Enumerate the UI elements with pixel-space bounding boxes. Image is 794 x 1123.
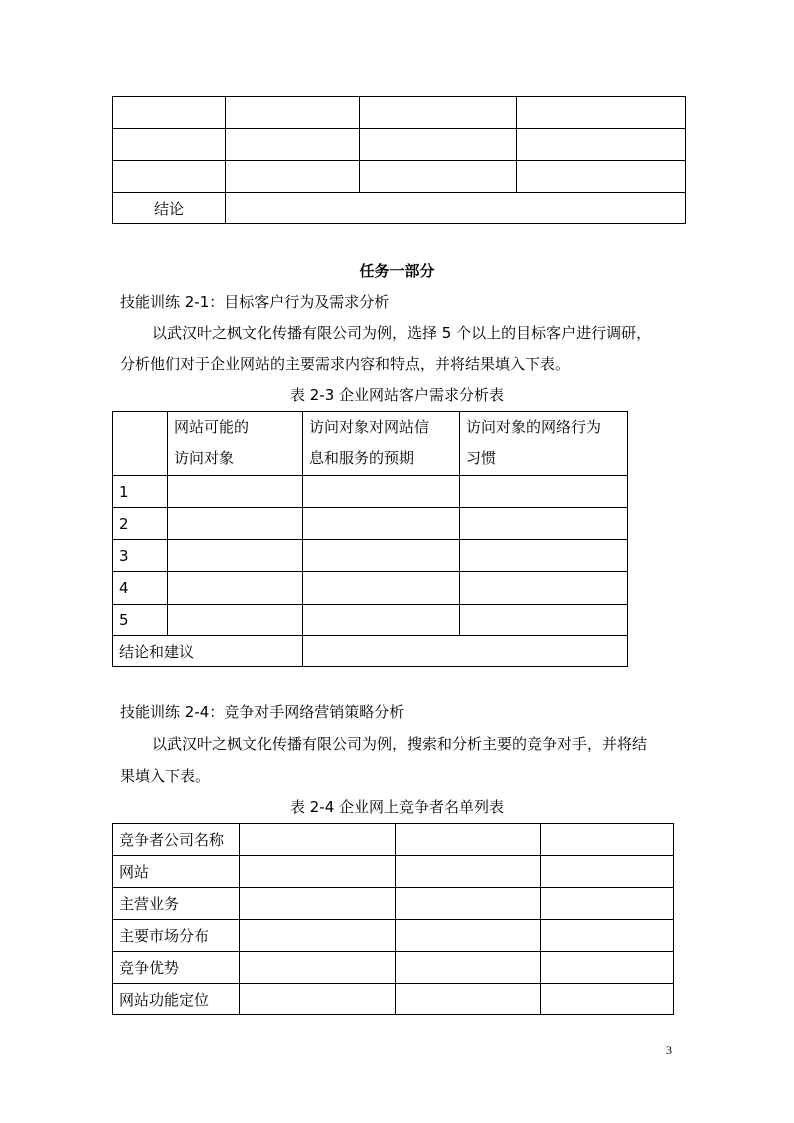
table-cell bbox=[460, 540, 628, 572]
row-number: 5 bbox=[113, 605, 168, 636]
row-number: 4 bbox=[113, 572, 168, 605]
table-cell bbox=[240, 920, 396, 952]
header-behavior: 访问对象的网络行为 习惯 bbox=[460, 412, 628, 476]
table-cell bbox=[240, 856, 396, 888]
footer-label: 结论和建议 bbox=[113, 636, 303, 667]
row-label: 竞争者公司名称 bbox=[113, 824, 240, 856]
table-cell bbox=[396, 952, 541, 984]
table-cell bbox=[517, 97, 686, 129]
header-expectation: 访问对象对网站信 息和服务的预期 bbox=[303, 412, 460, 476]
table-cell bbox=[517, 161, 686, 193]
table-cell bbox=[541, 824, 674, 856]
table-cell bbox=[168, 476, 303, 508]
table-cell bbox=[541, 952, 674, 984]
table-cell bbox=[226, 97, 360, 129]
table-cell bbox=[396, 888, 541, 920]
table-cell bbox=[226, 161, 360, 193]
row-number: 2 bbox=[113, 508, 168, 540]
task-2-4-paragraph-line1: 以武汉叶之枫文化传播有限公司为例，搜索和分析主要的竞争对手，并将结 bbox=[152, 735, 648, 753]
table-cell bbox=[360, 97, 517, 129]
row-label: 主要市场分布 bbox=[113, 920, 240, 952]
header-empty-cell bbox=[113, 412, 168, 476]
top-table bbox=[112, 96, 686, 224]
table-cell bbox=[541, 920, 674, 952]
table-cell bbox=[303, 605, 460, 636]
header-visitor: 网站可能的 访问对象 bbox=[168, 412, 303, 476]
task-2-1-paragraph-line2: 分析他们对于企业网站的主要需求内容和特点，并将结果填入下表。 bbox=[120, 355, 571, 373]
table-cell bbox=[168, 605, 303, 636]
table-cell bbox=[168, 572, 303, 605]
table-cell bbox=[460, 605, 628, 636]
task-2-4-paragraph-line2: 果填入下表。 bbox=[120, 767, 211, 785]
table-cell bbox=[396, 984, 541, 1015]
task-2-1-paragraph-line1: 以武汉叶之枫文化传播有限公司为例，选择 5 个以上的目标客户进行调研， bbox=[152, 324, 652, 342]
table-cell bbox=[226, 129, 360, 161]
customer-demand-table bbox=[112, 411, 628, 667]
row-label: 网站 bbox=[113, 856, 240, 888]
table-cell bbox=[541, 856, 674, 888]
table-cell bbox=[168, 540, 303, 572]
table-cell bbox=[240, 952, 396, 984]
table-cell bbox=[517, 129, 686, 161]
row-number: 3 bbox=[113, 540, 168, 572]
table-cell bbox=[396, 856, 541, 888]
table-cell bbox=[303, 508, 460, 540]
table-cell bbox=[396, 824, 541, 856]
table-cell bbox=[541, 888, 674, 920]
table-2-4-caption: 表 2-4 企业网上竞争者名单列表 bbox=[289, 798, 505, 816]
table-cell bbox=[360, 161, 517, 193]
table-cell bbox=[303, 540, 460, 572]
table-cell bbox=[360, 129, 517, 161]
table-cell bbox=[303, 476, 460, 508]
table-cell bbox=[240, 984, 396, 1015]
row-number: 1 bbox=[113, 476, 168, 508]
table-cell bbox=[541, 984, 674, 1015]
table-cell bbox=[168, 508, 303, 540]
table-cell bbox=[460, 476, 628, 508]
row-label: 网站功能定位 bbox=[113, 984, 240, 1015]
competitor-list-table bbox=[112, 823, 674, 1015]
task-2-4-title: 技能训练 2-4：竞争对手网络营销策略分析 bbox=[120, 703, 405, 721]
table-2-3-caption: 表 2-3 企业网站客户需求分析表 bbox=[289, 386, 505, 404]
page-number: 3 bbox=[666, 1043, 672, 1057]
row-label: 竞争优势 bbox=[113, 952, 240, 984]
section-title: 任务一部分 bbox=[359, 262, 435, 280]
row-label: 主营业务 bbox=[113, 888, 240, 920]
table-cell bbox=[113, 161, 226, 193]
table-cell bbox=[240, 824, 396, 856]
table-cell bbox=[303, 572, 460, 605]
footer-cell bbox=[303, 636, 628, 667]
table-cell bbox=[460, 572, 628, 605]
table-cell bbox=[240, 888, 396, 920]
conclusion-label: 结论 bbox=[113, 193, 226, 224]
table-cell bbox=[113, 97, 226, 129]
table-cell bbox=[396, 920, 541, 952]
task-2-1-title: 技能训练 2-1：目标客户行为及需求分析 bbox=[120, 293, 390, 311]
table-cell bbox=[460, 508, 628, 540]
conclusion-cell bbox=[226, 193, 686, 224]
table-cell bbox=[113, 129, 226, 161]
